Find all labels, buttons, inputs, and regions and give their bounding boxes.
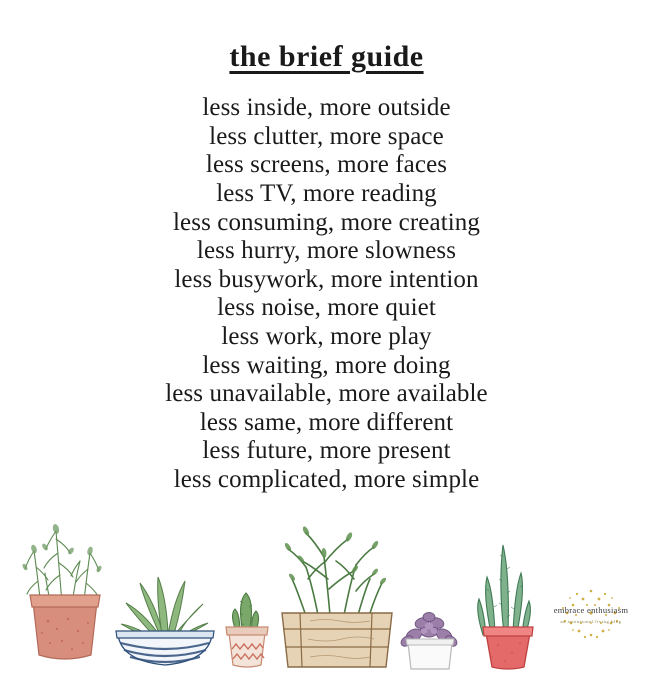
list-item: less future, more present xyxy=(202,437,451,465)
list-item: less screens, more faces xyxy=(205,151,448,179)
list-item: less unavailable, more available xyxy=(165,380,488,408)
list-item: less TV, more reading xyxy=(216,179,437,207)
list-item: less waiting, more doing xyxy=(202,351,451,379)
brand-tagline: an intentional living blog xyxy=(560,619,622,625)
list-item: less work, more play xyxy=(221,322,432,350)
guide-list xyxy=(0,94,653,494)
echeveria-in-white-pot xyxy=(399,613,459,670)
list-item: less clutter, more space xyxy=(209,122,444,150)
brand-logo xyxy=(543,577,639,651)
succulent-in-wooden-crate xyxy=(282,526,392,668)
page-title: the brief guide xyxy=(229,40,424,74)
list-item: less complicated, more simple xyxy=(173,465,480,493)
brand-name: embrace enthusiasm xyxy=(553,605,629,616)
list-item: less noise, more quiet xyxy=(217,294,436,322)
cactus-in-small-pot xyxy=(226,593,268,667)
list-item: less consuming, more creating xyxy=(173,208,480,236)
list-item: less hurry, more slowness xyxy=(196,237,457,265)
list-item: less inside, more outside xyxy=(202,94,451,122)
tall-cactus-in-red-pot xyxy=(478,545,533,669)
rosemary-in-terracotta-pot xyxy=(21,523,102,659)
aloe-in-blue-striped-bowl xyxy=(116,577,214,665)
list-item: less busywork, more intention xyxy=(174,265,479,293)
poster-page xyxy=(0,20,653,673)
list-item: less same, more different xyxy=(199,408,454,436)
